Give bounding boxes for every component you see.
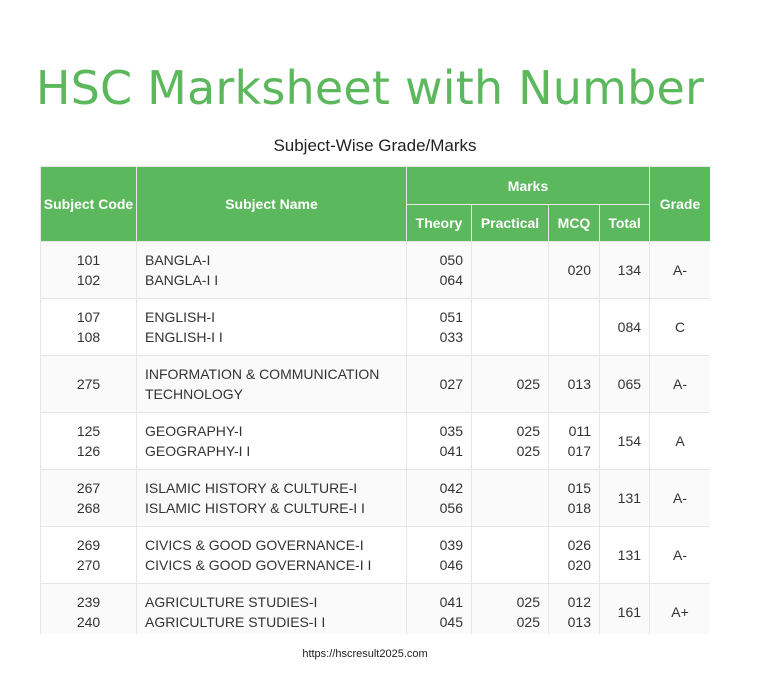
practical-cell-line: 025 xyxy=(516,376,540,392)
theory-cell-line: 027 xyxy=(439,376,463,392)
theory-cell xyxy=(407,527,472,584)
subject-code-cell-line: 107 xyxy=(76,309,101,325)
theory-cell-line: 041 xyxy=(439,443,463,459)
subject-name-cell-line: BANGLA-I I xyxy=(145,272,219,288)
subject-code-cell-line: 269 xyxy=(76,537,101,553)
practical-cell xyxy=(472,356,549,413)
subject-code-cell-line: 125 xyxy=(76,423,101,439)
page-headline: HSC Marksheet with Number xyxy=(35,61,705,115)
grade-cell: A- xyxy=(650,470,710,527)
practical-cell-line: 025 xyxy=(516,614,540,630)
practical-cell xyxy=(472,527,549,584)
mcq-cell-line: 013 xyxy=(567,376,591,392)
theory-cell xyxy=(407,413,472,470)
table-caption: Subject-Wise Grade/Marks xyxy=(273,136,477,155)
total-cell: 084 xyxy=(600,299,650,356)
subject-name-cell xyxy=(137,527,407,584)
theory-cell xyxy=(407,356,472,413)
subject-code-cell xyxy=(41,470,137,527)
subject-code-cell-line: 102 xyxy=(76,272,101,288)
marks-table xyxy=(40,166,710,634)
mcq-cell xyxy=(549,299,600,356)
mcq-cell-line: 026 xyxy=(567,537,591,553)
theory-cell xyxy=(407,242,472,299)
table-row xyxy=(41,470,711,527)
header-subject-name: Subject Name xyxy=(137,167,407,242)
subject-name-cell-line: ISLAMIC HISTORY & CULTURE-I I xyxy=(145,500,365,516)
subject-code-cell xyxy=(41,413,137,470)
mcq-cell xyxy=(549,584,600,635)
subject-code-cell-line: 240 xyxy=(76,614,101,630)
practical-cell xyxy=(472,470,549,527)
table-row xyxy=(41,242,711,299)
grade-cell: A+ xyxy=(650,584,710,635)
subject-name-cell-line: AGRICULTURE STUDIES-I xyxy=(145,594,318,610)
table-row xyxy=(41,584,711,635)
theory-cell-line: 045 xyxy=(439,614,463,630)
subject-code-cell-line: 101 xyxy=(76,252,101,268)
subject-name-cell xyxy=(137,413,407,470)
marks-table-container xyxy=(40,166,710,634)
grade-cell: C xyxy=(650,299,710,356)
grade-cell: A xyxy=(650,413,710,470)
practical-cell xyxy=(472,242,549,299)
table-row xyxy=(41,527,711,584)
subject-code-cell-line: 267 xyxy=(76,480,101,496)
table-row xyxy=(41,299,711,356)
header-mcq: MCQ xyxy=(549,205,600,242)
theory-cell-line: 033 xyxy=(439,329,463,345)
total-cell: 154 xyxy=(600,413,650,470)
subject-name-cell-line: TECHNOLOGY xyxy=(145,386,244,402)
theory-cell-line: 051 xyxy=(439,309,463,325)
theory-cell-line: 041 xyxy=(439,594,463,610)
theory-cell-line: 056 xyxy=(439,500,463,516)
subject-code-cell-line: 108 xyxy=(76,329,101,345)
grade-cell: A- xyxy=(650,356,710,413)
subject-code-cell-line: 126 xyxy=(76,443,101,459)
subject-name-cell-line: INFORMATION & COMMUNICATION xyxy=(145,366,380,382)
subject-name-cell xyxy=(137,470,407,527)
header-marks: Marks xyxy=(407,167,650,205)
theory-cell-line: 035 xyxy=(439,423,463,439)
theory-cell xyxy=(407,299,472,356)
total-cell: 134 xyxy=(600,242,650,299)
mcq-cell-line: 013 xyxy=(567,614,591,630)
theory-cell-line: 042 xyxy=(439,480,463,496)
mcq-cell-line: 011 xyxy=(568,423,591,439)
subject-name-cell-line: BANGLA-I xyxy=(145,252,211,268)
subject-name-cell xyxy=(137,584,407,635)
total-cell: 161 xyxy=(600,584,650,635)
subject-name-cell-line: AGRICULTURE STUDIES-I I xyxy=(145,614,326,630)
theory-cell-line: 064 xyxy=(439,272,463,288)
header-total: Total xyxy=(600,205,650,242)
practical-cell xyxy=(472,413,549,470)
footer-url: https://hscresult2025.com xyxy=(302,648,428,660)
subject-code-cell-line: 239 xyxy=(76,594,101,610)
mcq-cell-line: 018 xyxy=(567,500,591,516)
subject-name-cell-line: ENGLISH-I I xyxy=(145,329,223,345)
practical-cell-line: 025 xyxy=(516,423,540,439)
subject-name-cell xyxy=(137,356,407,413)
theory-cell-line: 050 xyxy=(439,252,463,268)
total-cell: 131 xyxy=(600,527,650,584)
theory-cell xyxy=(407,584,472,635)
mcq-cell xyxy=(549,356,600,413)
mcq-cell-line: 015 xyxy=(567,480,591,496)
practical-cell-line: 025 xyxy=(516,594,540,610)
mcq-cell-line: 020 xyxy=(567,557,591,573)
table-header xyxy=(41,167,711,242)
grade-cell: A- xyxy=(650,242,710,299)
total-cell: 065 xyxy=(600,356,650,413)
header-subject-code: Subject Code xyxy=(41,167,137,242)
subject-name-cell-line: ISLAMIC HISTORY & CULTURE-I xyxy=(145,480,358,496)
subject-name-cell xyxy=(137,299,407,356)
subject-code-cell-line: 268 xyxy=(76,500,101,516)
mcq-cell xyxy=(549,470,600,527)
subject-code-cell xyxy=(41,356,137,413)
practical-cell xyxy=(472,584,549,635)
subject-code-cell xyxy=(41,299,137,356)
subject-code-cell-line: 275 xyxy=(76,376,101,392)
header-practical: Practical xyxy=(472,205,549,242)
table-row xyxy=(41,413,711,470)
theory-cell xyxy=(407,470,472,527)
subject-name-cell-line: CIVICS & GOOD GOVERNANCE-I xyxy=(145,537,364,553)
mcq-cell-line: 020 xyxy=(567,262,591,278)
subject-code-cell-line: 270 xyxy=(76,557,101,573)
theory-cell-line: 039 xyxy=(439,537,463,553)
grade-cell: A- xyxy=(650,527,710,584)
header-grade: Grade xyxy=(650,167,710,242)
subject-code-cell xyxy=(41,584,137,635)
subject-code-cell xyxy=(41,527,137,584)
mcq-cell xyxy=(549,413,600,470)
header-theory: Theory xyxy=(407,205,472,242)
subject-name-cell-line: GEOGRAPHY-I I xyxy=(145,443,251,459)
practical-cell-line: 025 xyxy=(516,443,540,459)
subject-name-cell-line: CIVICS & GOOD GOVERNANCE-I I xyxy=(145,557,372,573)
subject-name-cell-line: ENGLISH-I xyxy=(145,309,216,325)
table-body xyxy=(41,242,711,635)
mcq-cell xyxy=(549,242,600,299)
practical-cell xyxy=(472,299,549,356)
table-row xyxy=(41,356,711,413)
theory-cell-line: 046 xyxy=(439,557,463,573)
mcq-cell-line: 017 xyxy=(567,443,591,459)
mcq-cell-line: 012 xyxy=(567,594,591,610)
mcq-cell xyxy=(549,527,600,584)
subject-name-cell xyxy=(137,242,407,299)
subject-name-cell-line: GEOGRAPHY-I xyxy=(145,423,243,439)
subject-code-cell xyxy=(41,242,137,299)
total-cell: 131 xyxy=(600,470,650,527)
